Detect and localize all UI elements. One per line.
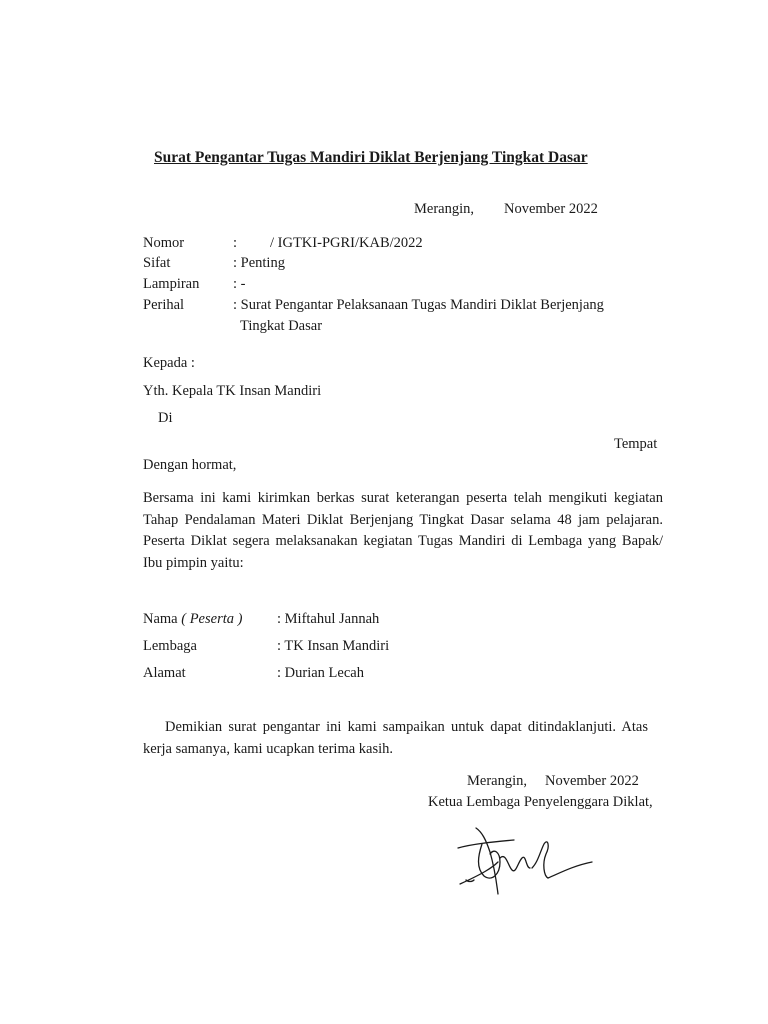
recipient-name: Yth. Kepala TK Insan Mandiri	[143, 383, 322, 399]
greeting: Dengan hormat,	[143, 457, 237, 473]
nama-label-text: Nama	[143, 611, 178, 627]
sifat-value: : Penting	[233, 255, 285, 271]
nama-value: : Miftahul Jannah	[277, 611, 380, 627]
alamat-value: : Durian Lecah	[277, 665, 364, 681]
date-city: Merangin,	[414, 201, 474, 217]
lampiran-label: Lampiran	[143, 276, 200, 292]
perihal-value: : Surat Pengantar Pelaksanaan Tugas Mandiri Diklat Berjenjang	[233, 297, 604, 313]
nomor-colon: :	[233, 235, 238, 251]
closing-paragraph: Demikian surat pengantar ini kami sampaikan untuk dapat ditindaklanjuti. Atas kerja samanya, kami ucapkan terima kasih.	[143, 719, 648, 757]
kepada-label: Kepada :	[143, 355, 195, 371]
lampiran-value: : -	[233, 276, 246, 292]
alamat-label: Alamat	[143, 665, 186, 681]
letter-title: Surat Pengantar Tugas Mandiri Diklat Berjenjang Tingkat Dasar	[154, 149, 588, 166]
nomor-value: / IGTKI-PGRI/KAB/2022	[270, 235, 423, 251]
body-paragraph: Bersama ini kami kirimkan berkas surat keterangan peserta telah mengikuti kegiatan Tahap Pendalaman Materi Diklat Berjenjang Tingkat Dasar selama 48 jam pelajaran. Peserta Diklat segera melaksanakan kegiatan Tugas Mandiri di Lembaga yang Bapak/ Ibu pimpin yaitu:	[143, 490, 663, 571]
nama-label-italic: ( Peserta )	[181, 611, 243, 627]
date-value: November 2022	[504, 201, 598, 217]
perihal-value-line2: Tingkat Dasar	[240, 318, 323, 334]
sifat-label: Sifat	[143, 255, 171, 271]
signature-date: November 2022	[545, 773, 639, 789]
signature-role: Ketua Lembaga Penyelenggara Diklat,	[428, 794, 653, 810]
recipient-di: Di	[158, 410, 173, 426]
lembaga-value: : TK Insan Mandiri	[277, 638, 390, 654]
lembaga-label: Lembaga	[143, 638, 197, 654]
signature-city: Merangin,	[467, 773, 527, 789]
perihal-label: Perihal	[143, 297, 185, 313]
recipient-tempat: Tempat	[614, 436, 658, 452]
nama-label	[143, 611, 242, 628]
nomor-label: Nomor	[143, 235, 185, 251]
handwritten-signature	[452, 818, 602, 898]
